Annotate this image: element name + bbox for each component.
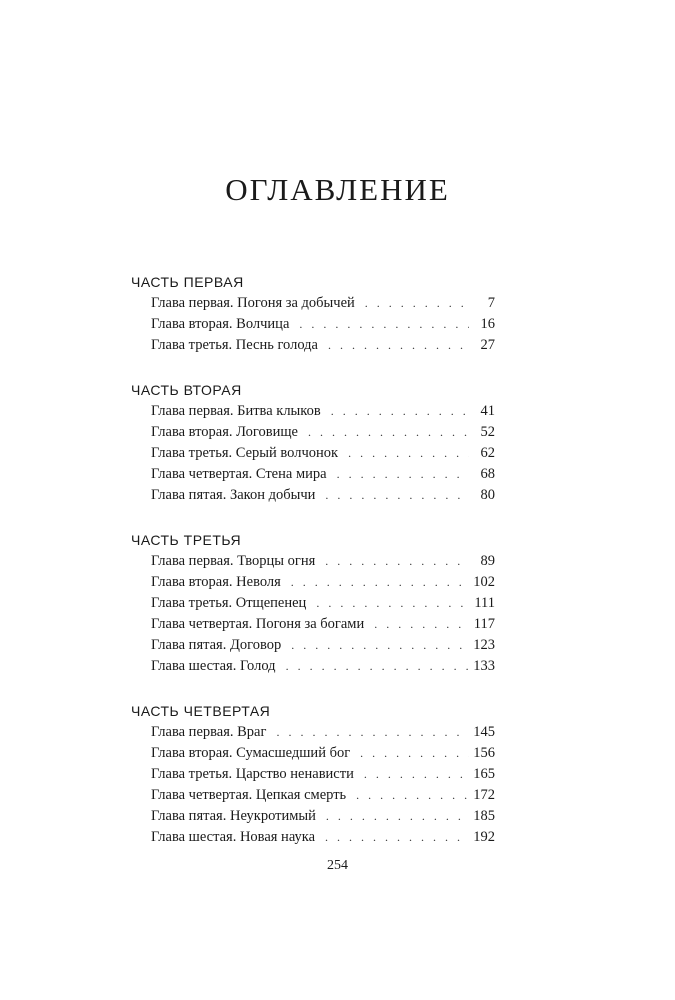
page-number: 133: [473, 658, 495, 674]
dot-leader: [308, 422, 469, 443]
toc-entry[interactable]: [151, 314, 495, 335]
chapter-title: Глава пятая. Неукротимый: [151, 808, 316, 824]
dot-leader: [325, 551, 469, 572]
page-number: 192: [473, 829, 495, 845]
chapter-title: Глава вторая. Логовище: [151, 424, 298, 440]
toc-entry[interactable]: [151, 806, 495, 827]
page-number: 80: [480, 487, 495, 503]
dot-leader: [325, 827, 469, 848]
page-number: 165: [473, 766, 495, 782]
page-number: 117: [473, 616, 495, 632]
chapter-title: Глава вторая. Сумасшедший бог: [151, 745, 351, 761]
dot-leader: [365, 293, 469, 314]
page-number: 185: [473, 808, 495, 824]
toc-entry[interactable]: [151, 464, 495, 485]
chapter-title: Глава вторая. Неволя: [151, 574, 281, 590]
toc-entry[interactable]: [151, 293, 495, 314]
part-title: ЧАСТЬ ТРЕТЬЯ: [131, 532, 242, 548]
dot-leader: [316, 593, 469, 614]
chapter-title: Глава пятая. Договор: [151, 637, 282, 653]
chapter-title: Глава первая. Враг: [151, 724, 267, 740]
dot-leader: [299, 314, 469, 335]
chapter-title: Глава шестая. Голод: [151, 658, 276, 674]
toc-part-2: [131, 380, 495, 506]
page-number: 27: [480, 337, 495, 353]
toc-entry[interactable]: [151, 572, 495, 593]
toc-entry[interactable]: [151, 656, 495, 677]
part-title: ЧАСТЬ ПЕРВАЯ: [131, 274, 244, 290]
part-title: ЧАСТЬ ВТОРАЯ: [131, 382, 242, 398]
chapter-title: Глава пятая. Закон добычи: [151, 487, 316, 503]
chapter-title: Глава первая. Битва клыков: [151, 403, 321, 419]
page-number: 111: [474, 595, 495, 611]
toc-entry[interactable]: [151, 593, 495, 614]
toc-entry[interactable]: [151, 401, 495, 422]
dot-leader: [356, 785, 469, 806]
table-of-contents: [131, 272, 495, 872]
chapter-title: Глава третья. Песнь голода: [151, 337, 318, 353]
dot-leader: [364, 764, 469, 785]
chapter-title: Глава третья. Серый волчонок: [151, 445, 339, 461]
toc-entry[interactable]: [151, 335, 495, 356]
toc-entry[interactable]: [151, 722, 495, 743]
toc-entry[interactable]: [151, 422, 495, 443]
toc-entry[interactable]: [151, 743, 495, 764]
chapter-title: Глава четвертая. Стена мира: [151, 466, 327, 482]
page-number: 52: [480, 424, 495, 440]
chapter-title: Глава первая. Погоня за добычей: [151, 295, 355, 311]
toc-entry[interactable]: [151, 827, 495, 848]
page-number: 7: [487, 295, 495, 311]
toc-part-1: [131, 272, 495, 356]
page-title: ОГЛАВЛЕНИЕ: [225, 172, 450, 207]
dot-leader: [286, 656, 469, 677]
toc-entry[interactable]: [151, 764, 495, 785]
dot-leader: [348, 443, 469, 464]
page-number: 123: [473, 637, 495, 653]
dot-leader: [291, 635, 469, 656]
chapter-title: Глава вторая. Волчица: [151, 316, 290, 332]
page-number: 172: [473, 787, 495, 803]
page-number: 16: [480, 316, 495, 332]
toc-part-3: [131, 530, 495, 677]
page-number: 156: [473, 745, 495, 761]
dot-leader: [326, 806, 469, 827]
chapter-title: Глава третья. Царство ненависти: [151, 766, 354, 782]
dot-leader: [291, 572, 469, 593]
page-number: 89: [480, 553, 495, 569]
chapter-title: Глава четвертая. Цепкая смерть: [151, 787, 347, 803]
dot-leader: [360, 743, 469, 764]
dot-leader: [374, 614, 469, 635]
part-title: ЧАСТЬ ЧЕТВЕРТАЯ: [131, 703, 271, 719]
chapter-title: Глава первая. Творцы огня: [151, 553, 316, 569]
dot-leader: [331, 401, 469, 422]
toc-part-4: [131, 701, 495, 848]
toc-entry[interactable]: [151, 614, 495, 635]
dot-leader: [328, 335, 469, 356]
toc-entry[interactable]: [151, 443, 495, 464]
folio-page-number: 254: [327, 858, 348, 873]
chapter-title: Глава четвертая. Погоня за богами: [151, 616, 365, 632]
page-number: 68: [480, 466, 495, 482]
toc-entry[interactable]: [151, 551, 495, 572]
dot-leader: [276, 722, 469, 743]
dot-leader: [337, 464, 469, 485]
chapter-title: Глава третья. Отщепенец: [151, 595, 307, 611]
dot-leader: [325, 485, 469, 506]
chapter-title: Глава шестая. Новая наука: [151, 829, 316, 845]
page-number: 145: [473, 724, 495, 740]
page-number: 41: [480, 403, 495, 419]
toc-entry[interactable]: [151, 635, 495, 656]
toc-entry[interactable]: [151, 785, 495, 806]
toc-entry[interactable]: [151, 485, 495, 506]
page-number: 102: [473, 574, 495, 590]
page-number: 62: [480, 445, 495, 461]
